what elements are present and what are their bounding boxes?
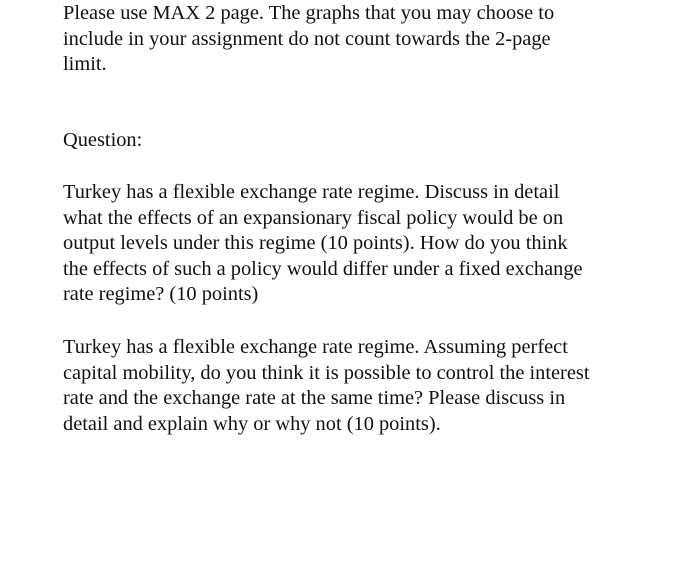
question-1-line: rate regime? (10 points) <box>63 283 259 305</box>
question-2-line: Turkey has a flexible exchange rate regime. Assuming perfect <box>63 336 568 358</box>
question-1-line: the effects of such a policy would differ under a fixed exchange <box>63 257 583 280</box>
question-1-line: output levels under this regime (10 points). How do you think <box>63 232 568 254</box>
instructions-line: limit. <box>63 53 107 75</box>
question-2-line: rate and the exchange rate at the same time? Please discuss in <box>63 387 566 409</box>
question-1-paragraph <box>63 180 583 308</box>
question-1-line: Turkey has a flexible exchange rate regime. Discuss in detail <box>63 181 560 203</box>
question-heading <box>63 128 142 154</box>
question-2-paragraph <box>63 335 590 437</box>
question-1-line: what the effects of an expansionary fiscal policy would be on <box>63 206 564 229</box>
instructions-line: include in your assignment do not count towards the 2-page <box>63 27 551 50</box>
instructions-paragraph <box>63 1 554 78</box>
question-2-line: detail and explain why or why not (10 points). <box>63 412 441 435</box>
question-2-line: capital mobility, do you think it is possible to control the interest <box>63 361 590 384</box>
instructions-line: Please use MAX 2 page. The graphs that you may choose to <box>63 2 555 24</box>
question-heading-text: Question: <box>63 129 143 151</box>
